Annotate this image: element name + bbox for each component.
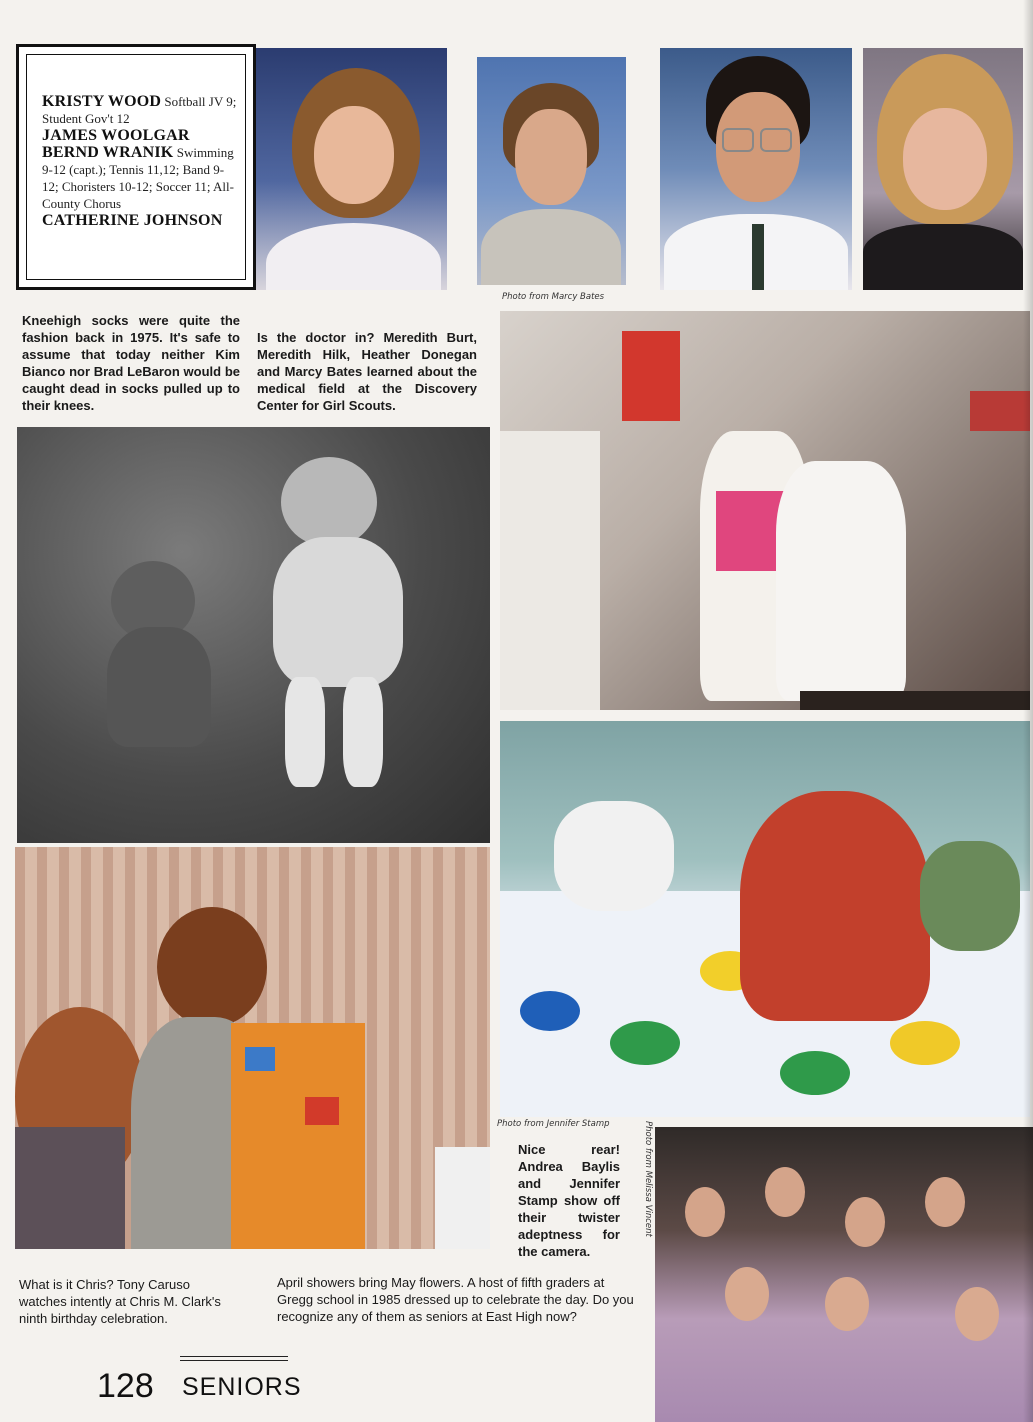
caption-text: April showers bring May flowers. A host of fifth graders at Gregg school in 1985 dressed up to celebrate the day. Do you recognize any of them as seniors at East High now?: [277, 1275, 634, 1324]
senior-entry-james-woolgar: [42, 127, 237, 144]
senior-name: JAMES WOOLGAR: [42, 127, 190, 144]
senior-names-box: [16, 44, 256, 290]
senior-name: CATHERINE JOHNSON: [42, 212, 223, 229]
caption-twister: [518, 1141, 620, 1260]
portrait-kristy-wood: [256, 48, 447, 290]
senior-entry-catherine-johnson: [42, 212, 237, 229]
photo-twister-game: [500, 721, 1030, 1117]
portrait-bernd-wranik: [660, 48, 852, 290]
page-number: 128: [97, 1367, 154, 1405]
portrait-james-woolgar: [477, 57, 626, 285]
senior-activities: Swimming 9-12 (capt.); Tennis 11,12; Band 9-12; Choristers 10-12; Soccer 11; All-County Chorus: [42, 145, 234, 211]
photo-birthday-celebration: [15, 847, 490, 1249]
caption-text: Kneehigh socks were quite the fashion back in 1975. It's safe to assume that today neither Kim Bianco nor Brad LeBaron would be caught dead in socks pulled up to their knees.: [22, 313, 240, 413]
folio-rule: [180, 1356, 288, 1361]
photo-fifth-graders-1985: [655, 1127, 1033, 1422]
senior-entry-kristy-wood: [42, 93, 237, 127]
senior-name: KRISTY WOOD: [42, 93, 162, 110]
caption-april-showers: [277, 1274, 639, 1325]
senior-name: BERND WRANIK: [42, 144, 174, 161]
section-title: SENIORS: [182, 1373, 302, 1401]
photo-credit: Photo from Melissa Vincent: [643, 1121, 653, 1237]
caption-text: Is the doctor in? Meredith Burt, Meredith Hilk, Heather Donegan and Marcy Bates learned about the medical field at the Discovery Center for Girl Scouts.: [257, 330, 477, 413]
senior-activities: Softball JV 9; Student Gov't 12: [42, 94, 237, 126]
caption-doctor: [257, 329, 477, 414]
photo-credit: Photo from Marcy Bates: [502, 292, 605, 302]
portrait-catherine-johnson: [863, 48, 1023, 290]
caption-text: Nice rear! Andrea Baylis and Jennifer Stamp show off their twister adeptness for the camera.: [518, 1142, 620, 1259]
caption-text: What is it Chris? Tony Caruso watches intently at Chris M. Clark's ninth birthday celebration.: [19, 1277, 221, 1326]
photo-toddlers-1975: [17, 427, 490, 843]
caption-birthday: [19, 1276, 241, 1327]
photo-discovery-center: [500, 311, 1030, 710]
senior-entry-bernd-wranik: [42, 144, 237, 212]
photo-credit: Photo from Jennifer Stamp: [497, 1119, 610, 1129]
caption-kneehigh-socks: [22, 312, 240, 414]
page-binding-shadow: [1023, 0, 1033, 1422]
